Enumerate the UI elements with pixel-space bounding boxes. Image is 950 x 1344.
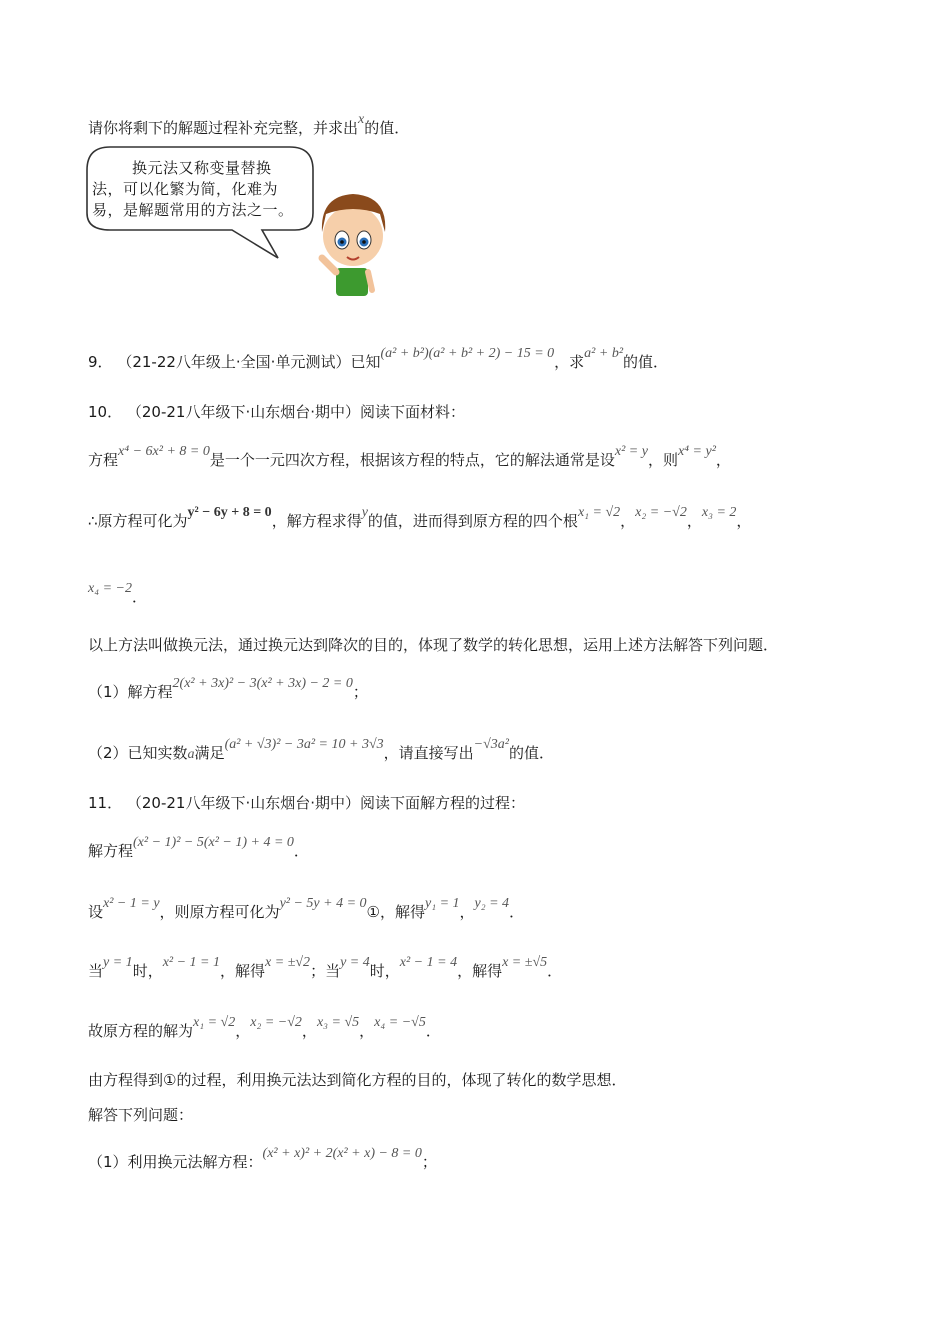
intro-text: 请你将剩下的解题过程补充完整，并求出 — [88, 119, 359, 137]
q9-text-2: ，求 — [554, 353, 585, 371]
q11-l2-text-a: 设 — [88, 903, 104, 921]
q10-part-1 — [88, 676, 368, 704]
q10-p2-label: （2）已知实数 — [88, 744, 188, 762]
q11-p1-equation: (x² + x)² + 2(x² + x) − 8 = 0 — [262, 1146, 422, 1161]
q10-part-2 — [88, 737, 554, 765]
q11-l3-text-a: 当 — [88, 962, 104, 980]
q11-equation: (x² − 1)² − 5(x² − 1) + 4 = 0 — [133, 835, 294, 850]
q11-l4-text-a: 故原方程的解为 — [88, 1022, 194, 1040]
q11-line-1 — [88, 835, 309, 863]
q10-reduced-equation: y² − 6y + 8 = 0 — [187, 505, 272, 520]
q10-p2-text-d: 的值． — [508, 744, 554, 762]
question-10-header — [88, 402, 465, 422]
q10-root-3: x₃ = 2 — [701, 505, 737, 520]
q11-part-1 — [88, 1146, 437, 1174]
q11-case-eq-2: x² − 1 = 4 — [399, 955, 458, 970]
q11-p1-label: （1）利用换元法解方程： — [88, 1153, 263, 1171]
q10-substitution-2: x⁴ = y² — [677, 444, 716, 459]
q9-text-3: 的值． — [623, 353, 669, 371]
q10-l2-text-b: ，解方程求得 — [271, 512, 362, 530]
q10-l1-text-d: ， — [715, 451, 731, 469]
q9-source: （21-22八年级上·全国·单元测试） — [117, 353, 351, 371]
q11-l2-text-b: ，则原方程可化为 — [159, 903, 280, 921]
q11-l1-text-a: 解方程 — [88, 842, 134, 860]
q11-l3-text-c: ，解得 — [220, 962, 266, 980]
q10-p2-variable: a — [187, 747, 195, 762]
boy-cartoon-icon — [322, 194, 385, 296]
q11-p1-end: ； — [421, 1153, 437, 1171]
q10-root-2: x₂ = −√2 — [635, 505, 687, 520]
q10-line-1 — [88, 444, 731, 472]
q11-number: 11． — [88, 794, 123, 812]
q10-l1-text-a: 方程 — [88, 451, 119, 469]
q11-l4-comma-3: ， — [359, 1022, 375, 1040]
q11-case-y1: y = 1 — [103, 955, 133, 970]
q10-l1-text-c: ，则 — [647, 451, 678, 469]
q11-l2-text-c: ①，解得 — [366, 903, 425, 921]
q11-l2-comma: ， — [459, 903, 475, 921]
q10-summary: 以上方法叫做换元法，通过换元达到降次的目的，体现了数学的转化思想，运用上述方法解答下列问题． — [88, 636, 779, 654]
q10-equation: x⁴ − 6x² + 8 = 0 — [118, 444, 210, 459]
q11-sol-2: x₂ = −√2 — [250, 1015, 302, 1030]
q10-line-2 — [88, 505, 752, 533]
q11-case-eq-1: x² − 1 = 1 — [162, 955, 221, 970]
q10-variable-y: y — [361, 505, 368, 520]
q11-case-y2: y = 4 — [340, 955, 370, 970]
q9-equation: (a² + b²)(a² + b² + 2) − 15 = 0 — [380, 346, 555, 361]
q10-comma-3: ， — [736, 512, 752, 530]
q9-number: 9． — [88, 353, 113, 371]
q11-case-sol-2: x = ±√5 — [502, 955, 548, 970]
q10-title: 阅读下面材料： — [360, 403, 466, 421]
q10-p1-equation: 2(x² + 3x)² − 3(x² + 3x) − 2 = 0 — [172, 676, 353, 691]
question-9 — [88, 346, 669, 374]
q11-l1-end: ． — [293, 842, 309, 860]
q11-line-2 — [88, 896, 525, 924]
q11-y2: y₂ = 4 — [474, 896, 510, 911]
q11-l4-comma-2: ， — [301, 1022, 317, 1040]
q11-line-5: 由方程得到①的过程，利用换元法达到简化方程的目的，体现了转化的数学思想． — [88, 1071, 627, 1089]
q10-root-4: x₄ = −2 — [88, 581, 132, 596]
q11-l3-text-e: 时， — [369, 962, 400, 980]
q11-line-4 — [88, 1015, 441, 1043]
q11-l3-text-b: 时， — [132, 962, 163, 980]
q11-line-3 — [88, 955, 563, 983]
q11-y1: y₁ = 1 — [424, 896, 460, 911]
q10-comma-1: ， — [620, 512, 636, 530]
q11-line-6: 解答下列问题： — [88, 1106, 194, 1124]
q11-l4-end: ． — [425, 1022, 441, 1040]
q11-l3-text-d: ；当 — [310, 962, 341, 980]
q10-p1-label: （1）解方程 — [88, 683, 173, 701]
q10-p1-end: ； — [352, 683, 368, 701]
q11-sol-1: x₁ = √2 — [193, 1015, 236, 1030]
q10-l2-text-c: 的值，进而得到原方程的四个根 — [367, 512, 578, 530]
intro-end: 的值． — [364, 119, 410, 137]
q11-sol-3: x₃ = √5 — [316, 1015, 360, 1030]
q11-l3-text-f: ，解得 — [457, 962, 503, 980]
q11-substitution: x² − 1 = y — [103, 896, 160, 911]
q11-l4-comma-1: ， — [235, 1022, 251, 1040]
q9-text-1: 已知 — [350, 353, 381, 371]
q10-number: 10． — [88, 403, 123, 421]
q10-substitution: x² = y — [614, 444, 648, 459]
q10-period: ． — [131, 588, 147, 606]
q10-p2-text-b: 满足 — [194, 744, 225, 762]
q10-l2-text-a: ∴原方程可化为 — [88, 512, 188, 530]
q11-case-sol-1: x = ±√2 — [265, 955, 311, 970]
question-11-header — [88, 793, 525, 813]
q10-p2-expression: −√3a² — [473, 737, 509, 752]
q11-l3-end: ． — [547, 962, 563, 980]
q10-l1-text-b: 是一个一元四次方程，根据该方程的特点，它的解法通常是设 — [209, 451, 615, 469]
q10-p2-text-c: ，请直接写出 — [383, 744, 474, 762]
bubble-text: 换元法又称变量替换法，可以化繁为简，化难为易，是解题常用的方法之一。 — [92, 159, 294, 219]
q9-expression: a² + b² — [584, 346, 624, 361]
q10-root-1: x₁ = √2 — [577, 505, 621, 520]
q10-line-3 — [88, 581, 147, 609]
q11-sol-4: x₄ = −√5 — [374, 1015, 426, 1030]
q11-reduced-equation: y² − 5y + 4 = 0 — [279, 896, 367, 911]
q11-title: 阅读下面解方程的过程： — [360, 794, 526, 812]
q10-comma-2: ， — [686, 512, 702, 530]
q11-l2-end: ． — [509, 903, 525, 921]
intro-variable: x — [358, 112, 365, 127]
q10-p2-equation: (a² + √3)² − 3a² = 10 + 3√3 — [224, 737, 384, 752]
q11-source: （20-21八年级下·山东烟台·期中） — [126, 794, 360, 812]
q10-source: （20-21八年级下·山东烟台·期中） — [126, 403, 360, 421]
